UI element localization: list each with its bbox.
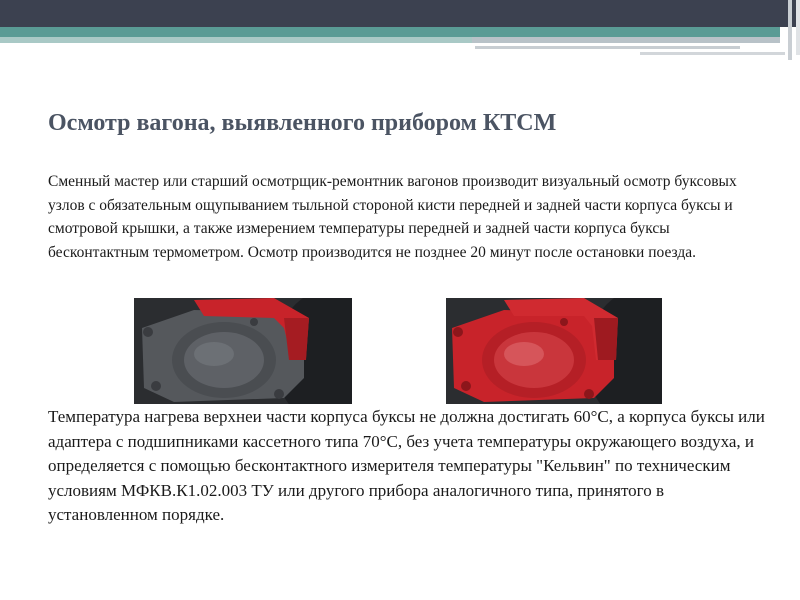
header-line — [640, 52, 785, 55]
header-line — [475, 46, 740, 49]
header-band-gray — [472, 37, 780, 43]
header-vertical-line — [796, 0, 800, 55]
paragraph-temperature: Температура нагрева верхнеи части корпуса буксы не должна достигать 60°С, а корпуса буксы или адаптера с подшипниками кассетного типа 70°С, без учета температуры окружающего воздуха, и определяется с помощью бесконтактного измерителя температуры "Кельвин" по техническим условиям МФКВ.К1.02.003 ТУ или другого прибора аналогичного типа, принятого в установленном порядке. — [48, 407, 765, 524]
paragraph-inspection: Сменный мастер или старший осмотрщик-ремонтник вагонов производит визуальный осмотр буксовых узлов с обязательным ощупыванием тыльной стороной кисти передней и задней части корпуса буксы и смотровой крышки, а также измерением температуры передней и задней части корпуса буксы бесконтактным термометром. Осмотр производится не позднее 20 минут после остановки поезда. — [48, 173, 737, 261]
header-band-teal-light — [0, 37, 472, 43]
axle-box-full-heat-image — [446, 298, 662, 404]
slide-title: Осмотр вагона, выявленного прибором КТСМ — [48, 110, 557, 136]
axle-box-partial-heat-image — [134, 298, 352, 404]
header-band-dark — [0, 0, 780, 27]
header-band-teal — [0, 27, 780, 37]
header-vertical-line — [788, 0, 792, 60]
